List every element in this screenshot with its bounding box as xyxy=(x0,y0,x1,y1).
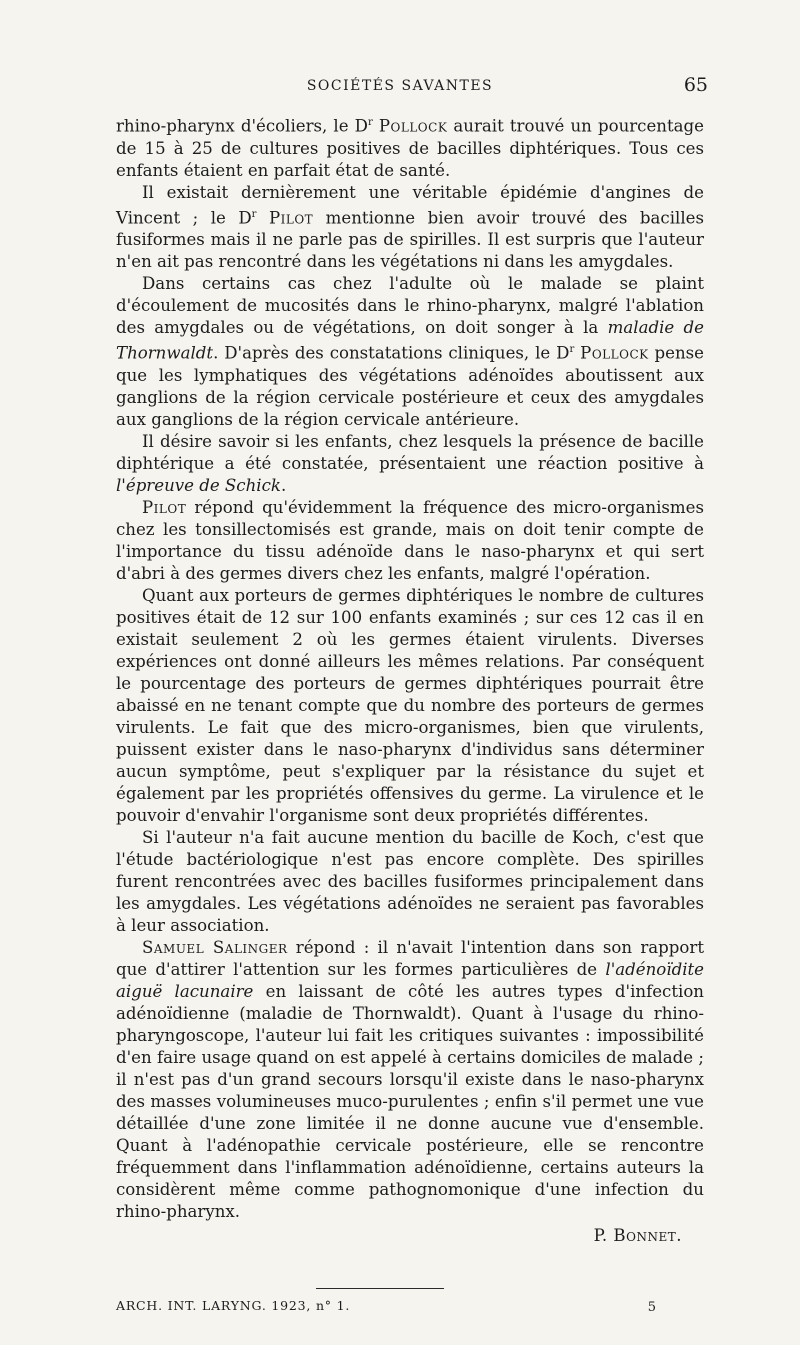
paragraph-p8 xyxy=(116,937,704,1223)
text-run: Si l'auteur n'a fait aucune mention du bacille de Koch, c'est que l'étude bactériologique n'est pas encore complète. Des spirilles furent rencontrées avec des bacilles fusiformes principalement dans les amygdales. Les végétations adénoïdes ne seraient pas favorables à leur association. xyxy=(116,827,704,935)
text-run: . xyxy=(280,475,287,495)
italic-term: l'épreuve de Schick xyxy=(116,475,281,495)
author-name: Pilot xyxy=(142,497,187,517)
paragraph-p6 xyxy=(116,585,704,827)
text-run: Quant aux porteurs de germes diphtériques le nombre de cultures positives était de 12 sur 100 enfants examinés ; sur ces 12 cas il en existait seulement 2 où les germes étaient virulents. Diverses expériences ont donné ailleurs les mêmes relations. Par conséquent le pourcentage des porteurs de germes diphtériques pourrait être abaissé en ne tenant compte que du nombre des porteurs de germes virulents. Le fait que des micro-organismes, bien que virulents, puissent exister dans le naso-pharynx d'individus sans déterminer aucun symptôme, peut s'expliquer par la résistance du sujet et également par les propriétés offensives du germe. La virulence et le pouvoir d'envahir l'organisme sont deux propriétés différentes. xyxy=(116,585,704,825)
text-run: . D'après des constatations cliniques, le D xyxy=(213,343,570,363)
paragraph-p5 xyxy=(116,497,704,585)
text-run: rhino-pharynx d'écoliers, le D xyxy=(116,116,368,136)
text-run: répond qu'évidemment la fréquence des micro-organismes chez les tonsillectomisés est grande, mais on doit tenir compte de l'importance du tissu adénoïde dans le naso-pharynx et qui sert d'abri à des germes divers chez les enfants, malgré l'opération. xyxy=(116,497,704,583)
superscript-text: r xyxy=(251,208,257,220)
running-head xyxy=(0,74,800,102)
signature: P. Bonnet. xyxy=(593,1225,682,1245)
footer-journal-reference: ARCH. INT. LARYNG. 1923, n° 1. xyxy=(116,1298,351,1313)
superscript-text: r xyxy=(367,117,373,128)
paragraph-p7 xyxy=(116,827,704,937)
text-run: en laissant de côté les autres types d'infection adénoïdienne (maladie de Thornwaldt). Quant à l'usage du rhino-pharyngoscope, l'auteur lui fait les critiques suivantes : impossibilité d'en faire usage quand on est appelé à certains domiciles de malade ; il n'est pas d'un grand secours lorsqu'il existe dans le naso-pharynx des masses volumineuses muco-purulentes ; enfin s'il permet une vue détaillée d'une zone limitée il ne donne aucune vue d'ensemble. Quant à l'adénopathie cervicale postérieure, elle se rencontre fréquemment dans l'inflammation adénoïdienne, certains auteurs la considèrent même comme pathognomonique d'une infection du rhino-pharynx. xyxy=(116,981,704,1221)
author-name: Pollock xyxy=(580,343,649,363)
footer-signature-mark: 5 xyxy=(647,1300,656,1315)
closing-rule xyxy=(316,1288,444,1289)
italic-term: maladie de Thornwaldt xyxy=(116,318,704,363)
text-run: répond : il n'avait l'intention dans son rapport que d'attirer l'attention sur les formes particulières de xyxy=(116,937,704,979)
paragraph-p2 xyxy=(116,182,704,274)
author-name: Pilot xyxy=(268,208,314,228)
paragraph-p4 xyxy=(116,431,704,497)
italic-term: l'adénoïdite aiguë lacunaire xyxy=(116,959,704,1001)
footer xyxy=(116,1298,656,1322)
text-run: Il existait dernièrement une véritable épidémie d'angines de Vincent ; le D xyxy=(116,182,704,228)
text-body xyxy=(116,112,704,1247)
paragraph-p3 xyxy=(116,273,704,431)
running-title: SOCIÉTÉS SAVANTES xyxy=(306,78,494,94)
superscript-text: r xyxy=(569,344,575,356)
text-run: Dans certains cas chez l'adulte où le malade se plaint d'écoulement de mucosités dans le rhino-pharynx, malgré l'ablation des amygdales ou de végétations, on doit songer à la xyxy=(116,274,704,338)
author-name: Samuel Salinger xyxy=(142,937,288,957)
author-name: Pollock xyxy=(378,116,448,136)
paragraph-p1 xyxy=(116,112,704,182)
text-run xyxy=(256,208,269,227)
text-run: pense que les lymphatiques des végétations adénoïdes aboutissent aux ganglions de la région cervicale postérieure et ceux des amygdales aux ganglions de la région cervicale antérieure. xyxy=(116,343,704,429)
text-run: mentionne bien avoir trouvé des bacilles fusiformes mais il ne parle pas de spirilles. Il est surpris que l'auteur n'en ait pas rencontré dans les végétations ni dans les amygdales. xyxy=(116,208,704,272)
text-run: aurait trouvé un pourcentage de 15 à 25 de cultures positives de bacilles diphtériques. Tous ces enfants étaient en parfait état de santé. xyxy=(116,116,704,180)
text-run: Il désire savoir si les enfants, chez lesquels la présence de bacille diphtérique a été constatée, présentaient une réaction positive à xyxy=(116,431,704,473)
page-number: 65 xyxy=(683,74,708,96)
